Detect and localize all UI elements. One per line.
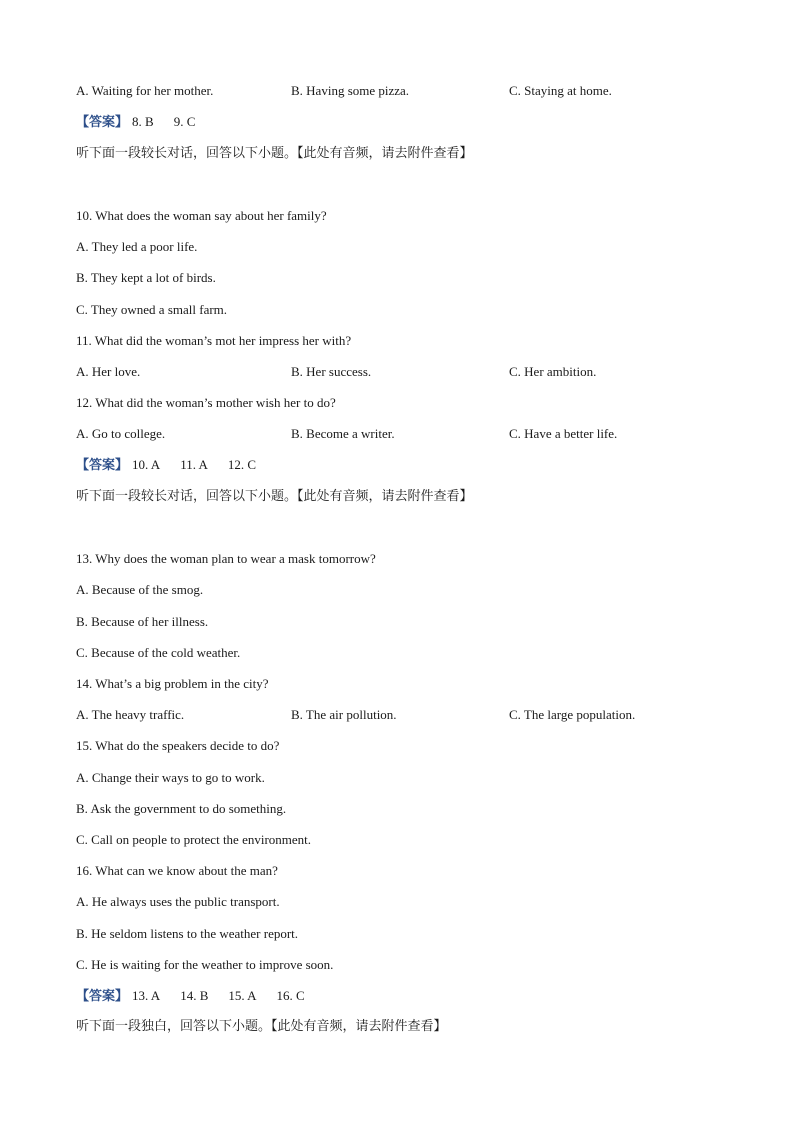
q9-option-b: B. Having some pizza. — [291, 83, 410, 98]
q16-option-b: B. He seldom listens to the weather report. — [76, 926, 299, 941]
answer-row-2 — [76, 455, 256, 475]
q9-option-c: C. Staying at home. — [509, 83, 612, 98]
question-14: 14. What’s a big problem in the city? — [76, 676, 269, 691]
q12-option-a: A. Go to college. — [76, 426, 166, 441]
q10-option-c: C. They owned a small farm. — [76, 302, 228, 317]
instruction-3: 听下面一段独白，回答以下小题。【此处有音频，请去附件查看】 — [76, 1019, 447, 1034]
instruction-2: 听下面一段较长对话，回答以下小题。【此处有音频，请去附件查看】 — [76, 489, 473, 504]
answer-item: 13. A — [132, 988, 161, 1003]
question-11: 11. What did the woman’s mot her impress her with? — [76, 333, 352, 348]
q14-option-c: C. The large population. — [509, 707, 636, 722]
answer-label: 【答案】 — [76, 115, 129, 130]
q15-option-a: A. Change their ways to go to work. — [76, 770, 265, 785]
instruction-1: 听下面一段较长对话，回答以下小题。【此处有音频，请去附件查看】 — [76, 146, 473, 161]
answer-item: 10. A — [132, 457, 161, 472]
q16-option-a: A. He always uses the public transport. — [76, 894, 280, 909]
q9-option-a: A. Waiting for her mother. — [76, 83, 214, 98]
q10-option-a: A. They led a poor life. — [76, 239, 198, 254]
q11-option-a: A. Her love. — [76, 364, 141, 379]
q14-option-a: A. The heavy traffic. — [76, 707, 185, 722]
q13-option-a: A. Because of the smog. — [76, 582, 204, 597]
q13-option-b: B. Because of her illness. — [76, 614, 209, 629]
question-15: 15. What do the speakers decide to do? — [76, 738, 280, 753]
question-16: 16. What can we know about the man? — [76, 863, 278, 878]
q15-option-b: B. Ask the government to do something. — [76, 801, 287, 816]
answer-label: 【答案】 — [76, 458, 129, 473]
answer-item: 16. C — [276, 988, 305, 1003]
q16-option-c: C. He is waiting for the weather to improve soon. — [76, 957, 334, 972]
answer-item: 8. B — [132, 114, 154, 129]
answer-label: 【答案】 — [76, 989, 129, 1004]
q10-option-b: B. They kept a lot of birds. — [76, 270, 216, 285]
q11-option-c: C. Her ambition. — [509, 364, 597, 379]
q15-option-c: C. Call on people to protect the environment. — [76, 832, 312, 847]
question-12: 12. What did the woman’s mother wish her to do? — [76, 395, 336, 410]
answer-row-1 — [76, 112, 195, 132]
question-13: 13. Why does the woman plan to wear a mask tomorrow? — [76, 551, 376, 566]
q12-option-b: B. Become a writer. — [291, 426, 395, 441]
answer-item: 12. C — [227, 457, 257, 472]
question-10: 10. What does the woman say about her family? — [76, 208, 327, 223]
q13-option-c: C. Because of the cold weather. — [76, 645, 241, 660]
q12-option-c: C. Have a better life. — [509, 426, 618, 441]
q14-option-b: B. The air pollution. — [291, 707, 397, 722]
answer-row-3 — [76, 986, 305, 1006]
answer-item: 9. C — [173, 114, 196, 129]
answer-item: 14. B — [180, 988, 209, 1003]
answer-item: 15. A — [228, 988, 257, 1003]
q11-option-b: B. Her success. — [291, 364, 372, 379]
answer-item: 11. A — [180, 457, 208, 472]
